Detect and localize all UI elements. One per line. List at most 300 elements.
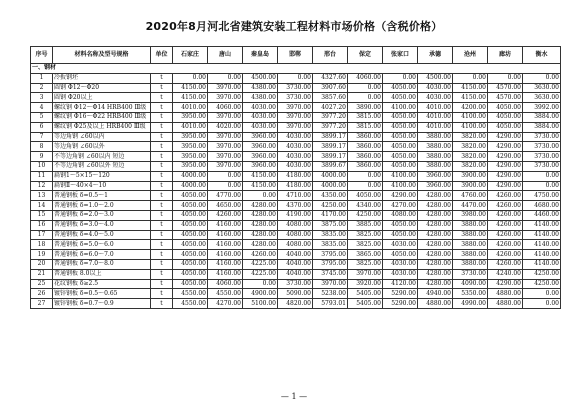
unit-cell: t [151,93,173,103]
price-cell: 0.00 [243,191,278,201]
price-cell: 0.00 [523,289,561,299]
price-cell: 3977.20 [313,112,348,122]
price-cell: 3835.00 [313,230,348,240]
price-cell: 3884.00 [523,112,561,122]
price-cell: 4180.00 [278,181,313,191]
price-cell: 4550.00 [208,289,243,299]
price-cell: 4370.00 [278,201,313,211]
price-cell: 3950.00 [173,112,208,122]
price-cell: 4030.00 [383,269,418,279]
unit-cell: t [151,259,173,269]
price-cell: 3884.00 [523,122,561,132]
table-row [31,161,561,171]
price-cell: 4100.00 [453,122,488,132]
price-cell: 4050.00 [488,103,523,113]
price-cell: 4050.00 [383,152,418,162]
material-name-cell: 镀锌钢板 δ=0.7～0.9 [53,299,151,309]
price-cell: 4150.00 [243,171,278,181]
row-index-cell: 3 [31,93,53,103]
unit-cell: t [151,161,173,171]
row-index-cell: 13 [31,191,53,201]
price-cell: 4570.00 [488,83,523,93]
price-cell: 4120.00 [383,279,418,289]
price-cell: 4380.00 [243,93,278,103]
material-name-cell: 等边角钢 ∠60以内 [53,132,151,142]
price-cell: 4250.00 [523,279,561,289]
material-name-cell: 螺纹钢 Φ16～Φ22 HRB400 Ⅲ级 [53,112,151,122]
row-index-cell: 4 [31,103,53,113]
unit-cell: t [151,171,173,181]
price-cell: 3899.17 [313,152,348,162]
price-cell: 4100.00 [383,103,418,113]
price-cell: 3960.00 [243,152,278,162]
price-cell: 3960.00 [243,142,278,152]
table-row [31,259,561,269]
row-index-cell: 9 [31,152,53,162]
price-cell: 4260.00 [488,230,523,240]
price-cell: 4020.00 [208,122,243,132]
price-cell: 4250.00 [348,210,383,220]
price-cell: 5290.00 [383,299,418,309]
material-name-cell: 圆钢 Φ12～Φ20 [53,83,151,93]
price-cell: 4280.00 [418,279,453,289]
row-index-cell: 19 [31,250,53,260]
price-cell: 4260.00 [488,259,523,269]
price-cell: 4030.00 [278,161,313,171]
header-cell: 邢台 [313,47,348,64]
price-cell: 4750.00 [523,191,561,201]
price-cell: 0.00 [278,73,313,83]
price-cell: 4280.00 [243,230,278,240]
price-cell: 4680.00 [523,201,561,211]
price-cell: 0.00 [348,93,383,103]
material-name-cell: 普通钢板 δ=4.0～5.0 [53,230,151,240]
row-index-cell: 8 [31,142,53,152]
price-cell: 4160.00 [208,240,243,250]
table-row [31,142,561,152]
price-cell: 4170.00 [313,210,348,220]
price-cell: 4050.00 [173,191,208,201]
price-cell: 3825.00 [348,259,383,269]
price-cell: 4050.00 [348,191,383,201]
price-cell: 4550.00 [173,299,208,309]
price-cell: 3820.00 [453,152,488,162]
unit-cell: t [151,103,173,113]
price-cell: 4180.00 [278,171,313,181]
price-cell: 3730.00 [523,161,561,171]
price-cell: 4000.00 [173,181,208,191]
row-index-cell: 1 [31,73,53,83]
price-cell: 4880.00 [488,289,523,299]
price-cell: 3970.00 [208,161,243,171]
price-cell: 4260.00 [243,250,278,260]
price-cell: 4050.00 [173,259,208,269]
price-cell: 0.00 [173,73,208,83]
row-index-cell: 2 [31,83,53,93]
table-row [31,122,561,132]
table-row [31,230,561,240]
price-cell: 4140.00 [523,250,561,260]
price-cell: 3880.00 [453,220,488,230]
price-cell: 4040.00 [278,259,313,269]
price-cell: 3880.00 [418,132,453,142]
price-cell: 4280.00 [418,269,453,279]
price-cell: 4000.00 [313,181,348,191]
price-cell: 3970.00 [313,279,348,289]
price-cell: 3630.00 [523,83,561,93]
price-cell: 5090.00 [278,289,313,299]
price-cell: 4880.00 [418,299,453,309]
price-cell: 3875.00 [313,220,348,230]
price-cell: 4270.00 [208,299,243,309]
table-body [31,64,561,309]
price-cell: 3960.00 [243,132,278,142]
page-number: — 1 — [280,392,308,401]
price-cell: 4550.00 [173,289,208,299]
price-cell: 4050.00 [173,240,208,250]
price-cell: 4280.00 [243,240,278,250]
price-cell: 3880.00 [418,152,453,162]
row-index-cell: 14 [31,201,53,211]
price-cell: 3970.00 [278,103,313,113]
price-cell: 3860.00 [348,142,383,152]
price-cell: 4880.00 [488,299,523,309]
price-cell: 3970.00 [278,122,313,132]
price-cell: 4050.00 [173,210,208,220]
price-cell: 0.00 [488,73,523,83]
price-cell: 3899.17 [313,132,348,142]
price-cell: 4080.00 [383,210,418,220]
price-cell: 4990.00 [453,299,488,309]
price-cell: 4500.00 [243,73,278,83]
price-cell: 4290.00 [383,191,418,201]
header-cell: 衡水 [523,47,561,64]
price-cell: 4280.00 [418,220,453,230]
unit-cell: t [151,112,173,122]
material-name-cell: 冷扳钢坯 [53,73,151,83]
price-cell: 4710.00 [278,191,313,201]
header-cell: 廊坊 [488,47,523,64]
header-cell: 石家庄 [173,47,208,64]
material-name-cell: 不等边角钢 ∠60以内 短边 [53,152,151,162]
price-cell: 4030.00 [418,93,453,103]
price-cell: 0.00 [208,181,243,191]
price-cell: 4150.00 [173,83,208,93]
price-cell: 0.00 [383,73,418,83]
price-cell: 4940.00 [418,289,453,299]
header-cell: 唐山 [208,47,243,64]
price-cell: 3820.00 [453,142,488,152]
unit-cell: t [151,191,173,201]
price-cell: 4000.00 [173,171,208,181]
price-cell: 4030.00 [383,240,418,250]
header-cell: 承德 [418,47,453,64]
price-cell: 3950.00 [173,142,208,152]
price-cell: 4460.00 [523,210,561,220]
price-cell: 3970.00 [208,142,243,152]
price-cell: 0.00 [208,73,243,83]
row-index-cell: 15 [31,210,53,220]
table-row [31,103,561,113]
price-cell: 4010.00 [418,103,453,113]
table-row [31,201,561,211]
price-cell: 4050.00 [173,220,208,230]
price-cell: 4080.00 [278,240,313,250]
price-cell: 4290.00 [488,279,523,289]
unit-cell: t [151,201,173,211]
price-cell: 4000.00 [313,171,348,181]
unit-cell: t [151,132,173,142]
unit-cell: t [151,220,173,230]
price-cell: 3970.00 [208,83,243,93]
table-row [31,171,561,181]
price-cell: 4050.00 [383,220,418,230]
price-cell: 4280.00 [418,259,453,269]
header-cell: 沧州 [453,47,488,64]
unit-cell: t [151,122,173,132]
price-cell: 4027.20 [313,103,348,113]
price-cell: 4160.00 [208,269,243,279]
header-cell: 邯郸 [278,47,313,64]
price-cell: 4327.60 [313,73,348,83]
price-cell: 4280.00 [243,220,278,230]
price-cell: 3745.00 [313,269,348,279]
header-cell: 秦皇岛 [243,47,278,64]
price-cell: 3970.00 [208,93,243,103]
table-row [31,93,561,103]
row-index-cell: 6 [31,122,53,132]
unit-cell: t [151,250,173,260]
price-cell: 0.00 [453,73,488,83]
price-cell: 3920.00 [348,279,383,289]
price-cell: 3795.00 [313,259,348,269]
price-cell: 5100.00 [243,299,278,309]
price-cell: 4030.00 [383,259,418,269]
price-cell: 4140.00 [523,259,561,269]
price-cell: 4060.00 [208,103,243,113]
price-cell: 4150.00 [453,83,488,93]
price-cell: 4190.00 [278,210,313,220]
price-cell: 4290.00 [488,161,523,171]
price-cell: 4100.00 [453,112,488,122]
unit-cell: t [151,83,173,93]
price-cell: 4280.00 [418,201,453,211]
price-cell: 4150.00 [173,93,208,103]
price-cell: 3860.00 [348,132,383,142]
price-cell: 4030.00 [243,122,278,132]
row-index-cell: 16 [31,220,53,230]
price-cell: 4280.00 [418,250,453,260]
price-cell: 3977.20 [313,122,348,132]
price-cell: 3890.00 [348,103,383,113]
unit-cell: t [151,240,173,250]
row-index-cell: 27 [31,299,53,309]
table-row [31,152,561,162]
price-cell: 3865.00 [348,250,383,260]
price-cell: 4250.00 [523,269,561,279]
price-cell: 4280.00 [243,210,278,220]
price-cell: 3900.00 [453,171,488,181]
price-cell: 3730.00 [278,279,313,289]
price-cell: 4900.00 [243,289,278,299]
table-header-row [31,47,561,64]
table-row [31,83,561,93]
price-cell: 3900.00 [453,181,488,191]
price-cell: 4260.00 [488,250,523,260]
price-cell: 3815.00 [348,112,383,122]
material-name-cell: 不等边角钢 ∠60以外 短边 [53,161,151,171]
unit-cell: t [151,152,173,162]
price-cell: 4150.00 [453,93,488,103]
unit-cell: t [151,299,173,309]
header-cell: 材料名称及型号规格 [53,47,151,64]
price-cell: 4250.00 [313,201,348,211]
price-cell: 3950.00 [173,161,208,171]
price-cell: 4260.00 [488,220,523,230]
price-cell: 4760.00 [453,191,488,201]
price-cell: 4050.00 [488,122,523,132]
price-cell: 0.00 [348,171,383,181]
price-cell: 5405.00 [348,289,383,299]
price-cell: 4050.00 [383,93,418,103]
price-cell: 4050.00 [173,230,208,240]
material-name-cell: 扁钢1～5×15～120 [53,171,151,181]
price-cell: 3885.00 [348,220,383,230]
price-cell: 4160.00 [208,220,243,230]
price-table [30,46,561,309]
material-name-cell: 螺纹钢 Φ25及以上 HRB400 Ⅲ级 [53,122,151,132]
price-cell: 4260.00 [488,191,523,201]
price-cell: 4340.00 [348,201,383,211]
price-cell: 3825.00 [348,230,383,240]
table-row [31,112,561,122]
price-cell: 3880.00 [453,259,488,269]
price-cell: 4030.00 [278,142,313,152]
header-cell: 序号 [31,47,53,64]
table-row [31,279,561,289]
table-row [31,191,561,201]
price-cell: 4100.00 [383,171,418,181]
price-cell: 3950.00 [173,132,208,142]
price-cell: 4290.00 [488,152,523,162]
price-cell: 4100.00 [383,181,418,191]
price-cell: 4050.00 [383,132,418,142]
price-cell: 0.00 [243,279,278,289]
price-cell: 4280.00 [418,240,453,250]
unit-cell: t [151,181,173,191]
unit-cell: t [151,73,173,83]
table-row [31,181,561,191]
price-cell: 4050.00 [488,112,523,122]
price-cell: 3880.00 [453,240,488,250]
price-cell: 3730.00 [523,152,561,162]
price-cell: 4010.00 [418,122,453,132]
price-cell: 4160.00 [208,259,243,269]
price-cell: 4200.00 [453,103,488,113]
price-cell: 4160.00 [208,230,243,240]
price-cell: 4280.00 [243,201,278,211]
material-name-cell: 普通钢板 δ=0.5～1 [53,191,151,201]
price-cell: 4380.00 [243,83,278,93]
price-cell: 3970.00 [278,112,313,122]
price-cell: 4150.00 [243,181,278,191]
price-cell: 3970.00 [208,152,243,162]
price-cell: 4500.00 [418,73,453,83]
material-name-cell: 普通钢板 δ=5.0～6.0 [53,240,151,250]
price-cell: 4050.00 [383,161,418,171]
price-cell: 5290.00 [383,289,418,299]
price-cell: 4290.00 [488,171,523,181]
price-cell: 5405.00 [348,299,383,309]
price-cell: 4820.00 [278,299,313,309]
price-cell: 4030.00 [278,152,313,162]
material-name-cell: 普通钢板 δ=6.0～7.0 [53,250,151,260]
price-cell: 4260.00 [488,201,523,211]
material-name-cell: 普通钢板 8.0以上 [53,269,151,279]
price-cell: 4225.00 [243,269,278,279]
price-cell: 3880.00 [418,161,453,171]
row-index-cell: 17 [31,230,53,240]
row-index-cell: 21 [31,269,53,279]
price-cell: 4040.00 [278,250,313,260]
unit-cell: t [151,279,173,289]
price-cell: 0.00 [523,73,561,83]
price-cell: 3960.00 [243,161,278,171]
price-cell: 4090.00 [453,279,488,289]
price-cell: 3730.00 [278,83,313,93]
table-row [31,240,561,250]
price-cell: 3992.00 [523,103,561,113]
table-row [31,269,561,279]
price-cell: 0.00 [523,299,561,309]
price-cell: 3899.67 [313,161,348,171]
price-cell: 3730.00 [278,93,313,103]
price-cell: 4010.00 [418,112,453,122]
price-cell: 5793.01 [313,299,348,309]
price-cell: 4160.00 [208,250,243,260]
price-cell: 4140.00 [523,230,561,240]
price-cell: 3860.00 [348,161,383,171]
price-cell: 4470.00 [453,201,488,211]
price-cell: 4140.00 [523,240,561,250]
price-cell: 4050.00 [383,142,418,152]
price-cell: 4260.00 [488,210,523,220]
price-cell: 0.00 [523,181,561,191]
table-row [31,299,561,309]
row-index-cell: 10 [31,161,53,171]
unit-cell: t [151,142,173,152]
price-cell: 3820.00 [453,132,488,142]
price-cell: 3880.00 [418,142,453,152]
row-index-cell: 20 [31,259,53,269]
price-cell: 4280.00 [418,191,453,201]
material-name-cell: 普通钢板 δ=2.0～3.0 [53,210,151,220]
table-row [31,210,561,220]
price-cell: 4050.00 [173,201,208,211]
price-cell: 4030.00 [418,83,453,93]
price-cell: 3857.60 [313,93,348,103]
price-cell: 4040.00 [278,269,313,279]
price-cell: 4050.00 [383,250,418,260]
price-cell: 4650.00 [208,201,243,211]
price-cell: 4280.00 [418,230,453,240]
price-cell: 3960.00 [418,181,453,191]
price-cell: 4080.00 [278,230,313,240]
price-cell: 4050.00 [173,269,208,279]
price-cell: 4570.00 [488,93,523,103]
row-index-cell: 25 [31,279,53,289]
material-name-cell: 普通钢板 δ=1.0～2.0 [53,201,151,211]
